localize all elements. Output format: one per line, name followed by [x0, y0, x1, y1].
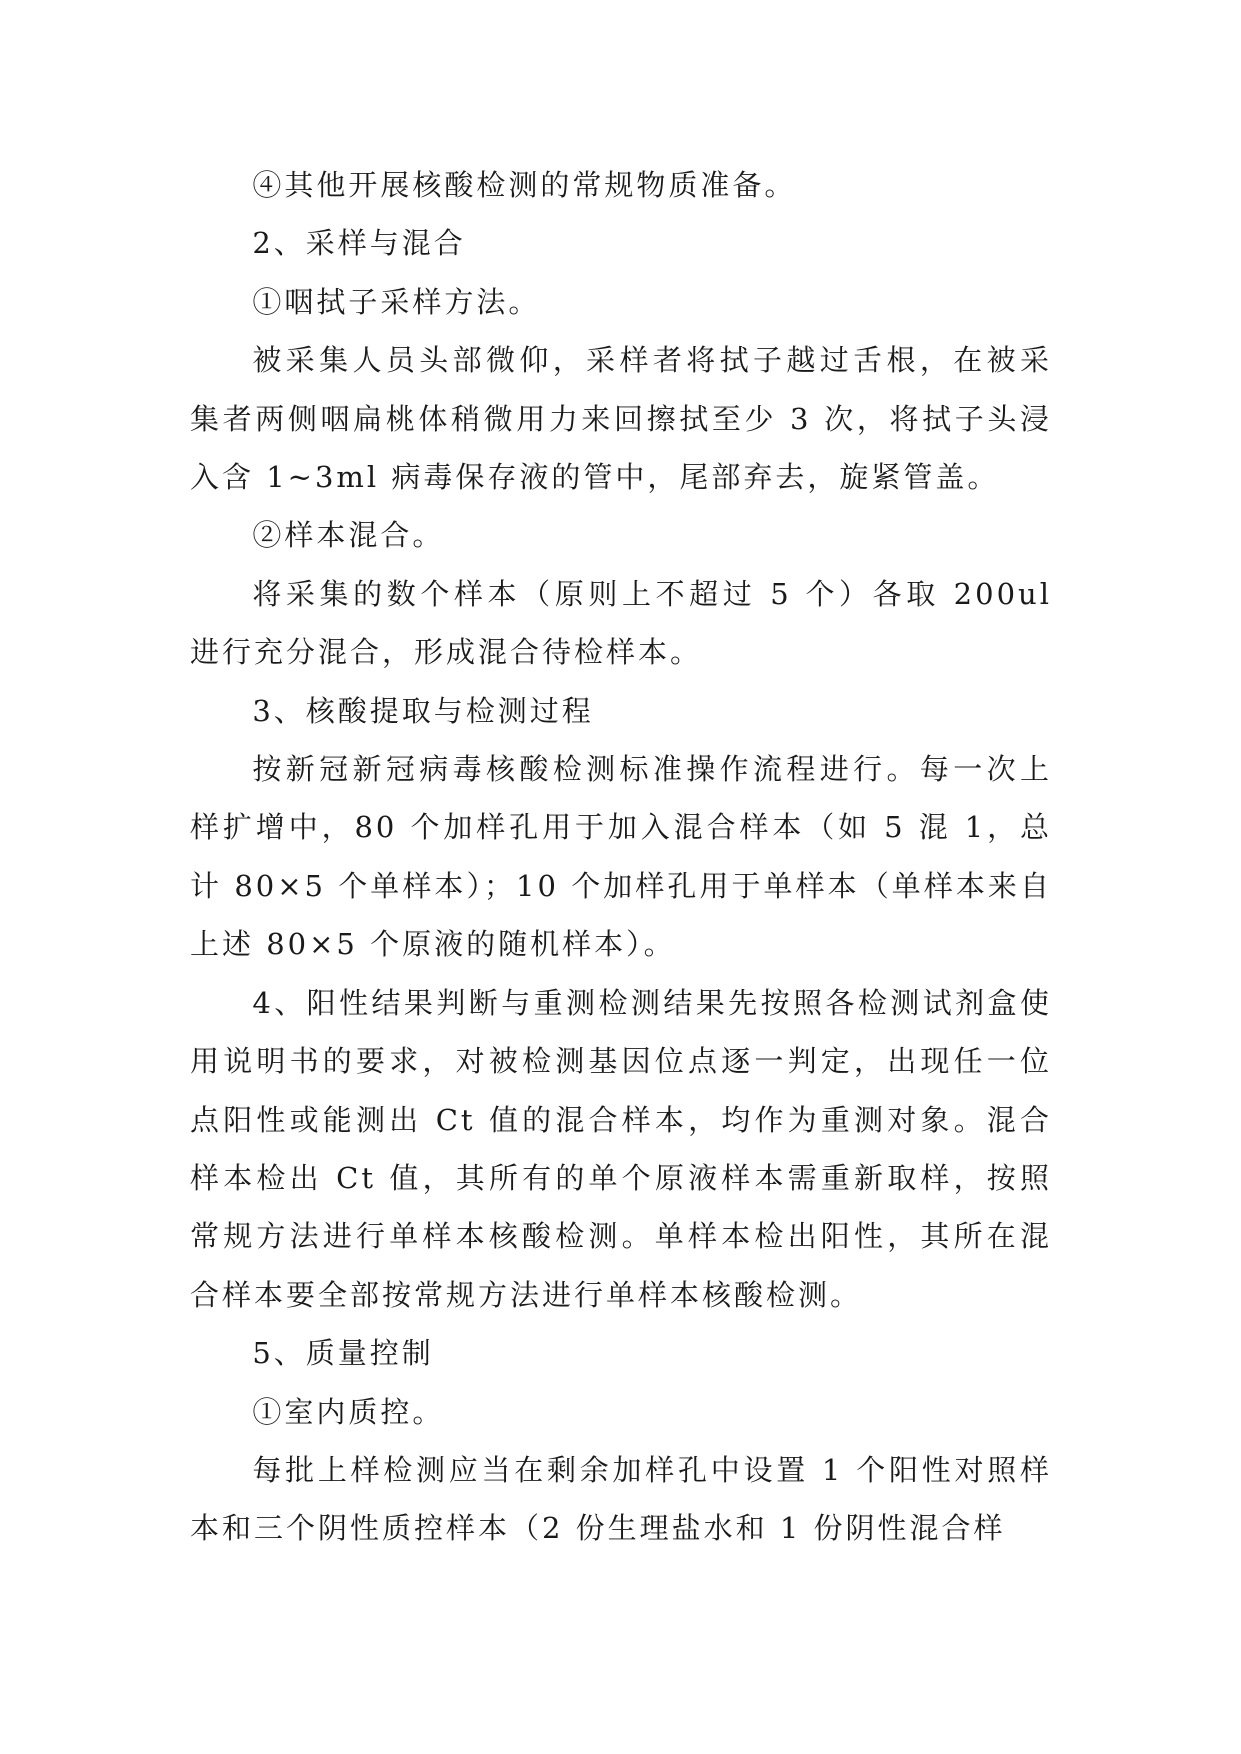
paragraph-qc-procedure: 每批上样检测应当在剩余加样孔中设置 1 个阳性对照样本和三个阴性质控样本（2 份生理盐水和 1 份阴性混合样: [190, 1452, 1052, 1546]
subheading-sample-mixing: ②样本混合。: [252, 518, 445, 553]
paragraph-positive-judgment: 4、阳性结果判断与重测检测结果先按照各检测试剂盒使用说明书的要求，对被检测基因位点逐一判定，出现任一位点阳性或能测出 Ct 值的混合样本，均作为重测对象。混合样本检出 Ct 值，其所有的单个原液样本需重新取样，按照常规方法进行单样本核酸检测。单样本检出阳性，其所在混合样本要全部按常规方法进行单样本核酸检测。: [190, 985, 1052, 1312]
document-body: [190, 156, 1052, 1558]
section-heading-sampling-mixing: 2、采样与混合: [252, 226, 466, 261]
list-item-other-preparation: ④其他开展核酸检测的常规物质准备。: [252, 168, 797, 202]
subheading-internal-qc: ①室内质控。: [252, 1394, 445, 1429]
subheading-swab-method: ①咽拭子采样方法。: [252, 284, 541, 319]
paragraph-detection-procedure: 按新冠新冠病毒核酸检测标准操作流程进行。每一次上样扩增中，80 个加样孔用于加入混合样本（如 5 混 1，总计 80×5 个单样本）；10 个加样孔用于单样本（单样本来自上述 80×5 个原液的随机样本）。: [190, 752, 1052, 962]
section-heading-extraction-detection: 3、核酸提取与检测过程: [252, 693, 594, 728]
section-heading-quality-control: 5、质量控制: [252, 1336, 434, 1371]
paragraph-mixing-procedure: 将采集的数个样本（原则上不超过 5 个）各取 200ul 进行充分混合，形成混合待检样本。: [190, 576, 1052, 670]
paragraph-swab-procedure: 被采集人员头部微仰，采样者将拭子越过舌根，在被采集者两侧咽扁桃体稍微用力来回擦拭至少 3 次，将拭子头浸入含 1~3ml 病毒保存液的管中，尾部弃去，旋紧管盖。: [190, 343, 1052, 495]
